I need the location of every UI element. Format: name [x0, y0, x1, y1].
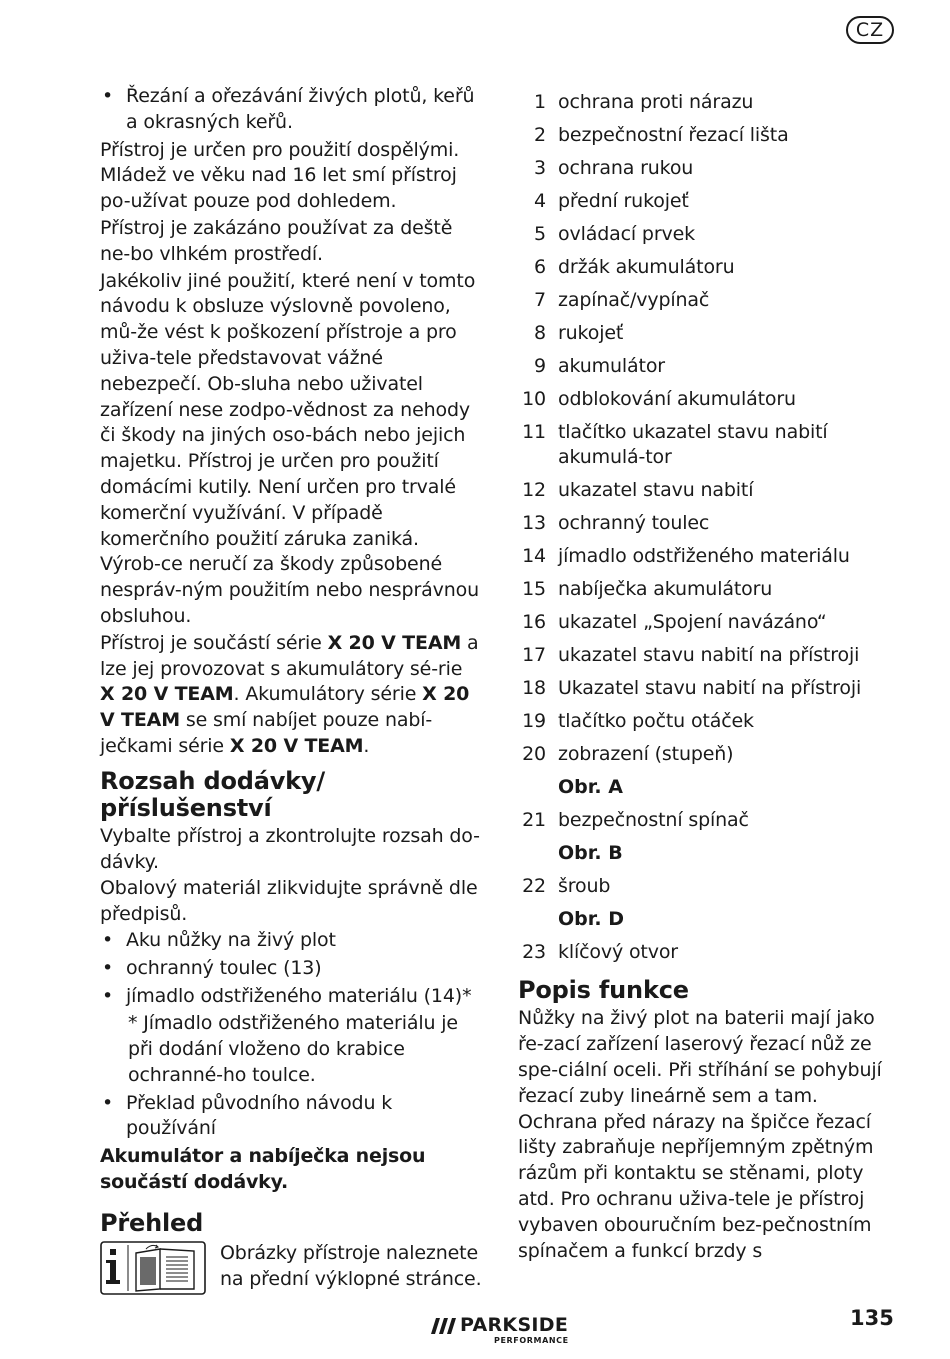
parts-list-item: 15 nabíječka akumulátoru [522, 578, 773, 601]
parkside-logo [430, 1314, 590, 1350]
parts-list-item: 7 zapínač/vypínač [534, 289, 710, 311]
parts-list-item: 21 bezpečnostní spínač [522, 809, 749, 832]
brand-name: PARKSIDE [460, 1314, 569, 1336]
parts-list-item: 18 Ukazatel stavu nabití na přístroji [522, 677, 862, 700]
scope-item: • Aku nůžky na živý plot [100, 928, 482, 954]
scope-paragraph-packaging: Obalový materiál zlikvidujte správně dle předpisů. [100, 877, 478, 926]
paragraph-adult-use: Přístroj je určen pro použití dospělými. Mládež ve věku nad 16 let smí přístroj po-užívat pouze pod dohledem. [100, 138, 460, 213]
parts-list-item: 17 ukazatel stavu nabití na přístroji [522, 644, 860, 667]
function-heading: Popis funkce [518, 976, 689, 1005]
parts-list-item: 22 šroub [522, 875, 611, 898]
overview-heading: Přehled [100, 1208, 204, 1237]
brand-slashes-icon [430, 1316, 460, 1338]
intended-use-bullet: • Řezání a ořezávání živých plotů, keřů a okrasných keřů. [100, 84, 482, 136]
parts-list-item: 6 držák akumulátoru [534, 256, 735, 278]
function-paragraph: Nůžky na živý plot na baterii mají jako ře-zací zařízení laserový řezací nůž ze spe-ciální oceli. Při stříhání se pohybují řezací zuby lineárně sem a tam. Ochrana před nárazy na špičce řezací lišty zabraňuje nepříjemným zpětným rázům při kontaktu se stěnami, ploty atd. Pro ochranu uživa-tele je přístroj vybaven obouručním bez-pečnostním spínačem a funkcí brzdy s [518, 1007, 882, 1262]
language-badge: CZ [846, 16, 894, 44]
parts-list-item: 12 ukazatel stavu nabití [522, 479, 754, 502]
parts-list-item: 1 ochrana proti nárazu [534, 91, 754, 113]
parts-list-item: 3 ochrana rukou [534, 157, 694, 179]
scope-paragraph-unpack: Vybalte přístroj a zkontrolujte rozsah do-dávky. [100, 824, 480, 873]
scope-heading: Rozsah dodávky/ příslušenství [100, 766, 325, 822]
parts-list-item: 8 rukojeť [534, 322, 624, 344]
parts-list-item: 20 zobrazení (stupeň) [522, 743, 734, 766]
figure-a-label: Obr. A [558, 776, 623, 799]
left-column [100, 84, 482, 1295]
scope-footnote: * Jímadlo odstřiženého materiálu je při dodání vloženo do krabice ochranné-ho toulce. [128, 1012, 458, 1086]
parts-list-item: 2 bezpečnostní řezací lišta [534, 124, 789, 146]
right-column [518, 90, 898, 1264]
paragraph-series: Přístroj je součástí série X 20 V TEAM a lze jej provozovat s akumulátory sé-rie X 20 V TEAM. Akumulátory série X 20 V TEAM se smí nabíjet pouze nabí-ječkami série X 20 V TEAM. [100, 631, 479, 757]
parts-list-item: 19 tlačítko počtu otáček [522, 710, 754, 733]
parts-list-item: 13 ochranný toulec [522, 512, 710, 535]
overview-info [100, 1241, 482, 1295]
parts-list-item: 10 odblokování akumulátoru [522, 388, 796, 410]
scope-item: • ochranný toulec (13) [100, 956, 482, 982]
paragraph-other-use: Jakékoliv jiné použití, které není v tomto návodu k obsluze výslovně povoleno, mů-že vést k poškození přístroje a pro uživa-tele představovat vážné nebezpečí. Ob-sluha nebo uživatel zařízení nese zodpo-vědnost za nehody či škody na jiných oso-bách nebo jejich majetku. Přístroj je určen pro použití domácími kutily. Není určen pro trvalé komerční využívání. V případě komerčního použití záruka zaniká. Výrob-ce neručí za škody způsobené nespráv-ným použitím nebo nesprávnou obsluhou. [100, 269, 479, 627]
page-number: 135 [850, 1306, 894, 1330]
overview-text: Obrázky přístroje naleznete na přední výklopné stránce. [220, 1241, 482, 1290]
fold-out-page-info-icon [100, 1241, 206, 1295]
parts-list-item: 4 přední rukojeť [534, 190, 689, 212]
parts-list-item: 23 klíčový otvor [522, 941, 678, 964]
scope-battery-notice: Akumulátor a nabíječka nejsou součástí dodávky. [100, 1145, 426, 1194]
figure-d-label: Obr. D [558, 908, 625, 931]
parts-list-item: 16 ukazatel „Spojení navázáno“ [522, 611, 827, 634]
parts-list-item: 5 ovládací prvek [534, 223, 695, 245]
figure-b-label: Obr. B [558, 842, 623, 865]
scope-item: • jímadlo odstřiženého materiálu (14)* [100, 984, 482, 1010]
paragraph-rain-warning: Přístroj je zakázáno používat za deště ne-bo vlhkém prostředí. [100, 216, 453, 265]
parts-list-item: 11 tlačítko ukazatel stavu nabití akumulá-tor [522, 421, 828, 469]
brand-subtitle: PERFORMANCE [494, 1336, 569, 1345]
parts-list-item: 9 akumulátor [534, 355, 665, 377]
parts-list-item: 14 jímadlo odstřiženého materiálu [522, 545, 850, 568]
scope-item: • Překlad původního návodu k používání [100, 1091, 482, 1143]
